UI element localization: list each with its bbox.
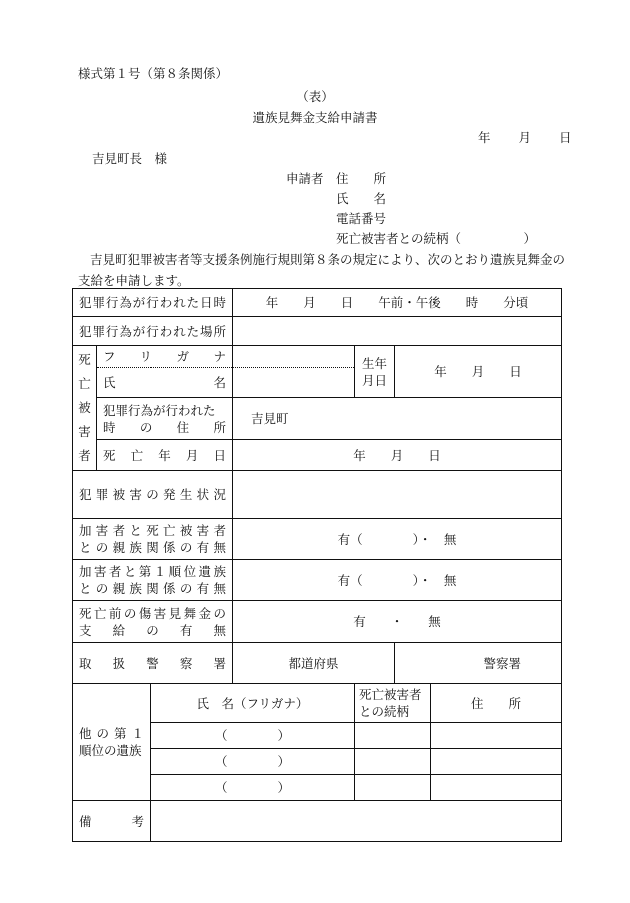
form-number: 様式第１号（第８条関係） [78, 66, 229, 81]
heir-name-field[interactable]: （ ） [151, 749, 355, 775]
death-date-field[interactable]: 年 月 日 [233, 440, 562, 471]
damage-status-field[interactable] [233, 471, 562, 519]
remarks-field[interactable] [151, 801, 562, 842]
side-label: （表） [296, 89, 334, 104]
deceased-name-field[interactable] [233, 368, 355, 398]
applicant-name-label[interactable]: 氏 名 [336, 191, 387, 206]
applicant-address-label[interactable]: 住 所 [336, 171, 387, 186]
damage-status-label: 犯罪被害の発生状況 [73, 471, 233, 519]
remarks-label: 備考 [73, 801, 151, 842]
relation-first-heir-field[interactable]: 有（ ）・ 無 [233, 560, 562, 601]
heir-address-header: 住 所 [431, 684, 562, 723]
relation-first-heir-label: 加害者と第１順位遺族 との親族関係の有無 [73, 560, 233, 601]
police-prefecture-field[interactable]: 都道府県 [233, 643, 395, 684]
addressee: 吉見町長 様 [92, 151, 168, 166]
heir-name-field[interactable]: （ ） [151, 775, 355, 801]
injury-payment-field[interactable]: 有 ・ 無 [233, 601, 562, 643]
police-station-field[interactable]: 警察署 [395, 643, 562, 684]
police-station-label: 取扱警察署 [73, 643, 233, 684]
heir-address-field[interactable] [431, 723, 562, 749]
furigana-label: フリガナ [97, 346, 233, 368]
relation-deceased-label: 加害者と死亡被害者 との親族関係の有無 [73, 519, 233, 560]
deceased-name-label: 氏名 [97, 368, 233, 398]
heir-relation-field[interactable] [355, 749, 431, 775]
heir-relation-field[interactable] [355, 723, 431, 749]
applicant-label: 申請者 [286, 171, 324, 186]
intro-text: 吉見町犯罪被害者等支援条例施行規則第８条の規定により、次のとおり遺族見舞金の支給を申請します。 [78, 252, 566, 288]
application-date[interactable]: 年 月 日 [478, 130, 573, 145]
birth-date-field[interactable]: 年 月 日 [395, 346, 562, 398]
address-at-crime-field[interactable]: 吉見町 [233, 398, 562, 440]
crime-place-label: 犯罪行為が行われた場所 [73, 317, 233, 346]
furigana-field[interactable] [233, 346, 355, 368]
crime-datetime-label: 犯罪行為が行われた日時 [73, 289, 233, 317]
death-date-label: 死亡年月日 [97, 440, 233, 471]
heir-relation-header: 死亡被害者 との続柄 [355, 684, 431, 723]
heir-name-field[interactable]: （ ） [151, 723, 355, 749]
heir-name-header: 氏 名（フリガナ） [151, 684, 355, 723]
heir-relation-field[interactable] [355, 775, 431, 801]
heir-address-field[interactable] [431, 775, 562, 801]
applicant-relation-label[interactable]: 死亡被害者との続柄（ ） [336, 231, 537, 246]
deceased-group-label: 死 亡 被 害 者 [73, 346, 97, 471]
birth-label: 生年 月日 [355, 346, 395, 398]
relation-deceased-field[interactable]: 有（ ）・ 無 [233, 519, 562, 560]
address-at-crime-label: 犯罪行為が行われた 時の住所 [97, 398, 233, 440]
heir-address-field[interactable] [431, 749, 562, 775]
applicant-phone-label[interactable]: 電話番号 [336, 211, 387, 226]
other-heirs-label: 他の第１ 順位の遺族 [73, 684, 151, 801]
injury-payment-label: 死亡前の傷害見舞金の 支給の有無 [73, 601, 233, 643]
crime-place-field[interactable] [233, 317, 562, 346]
document-title: 遺族見舞金支給申請書 [252, 110, 378, 125]
application-table [72, 288, 562, 842]
crime-datetime-field[interactable]: 年 月 日 午前・午後 時 分頃 [233, 289, 562, 317]
